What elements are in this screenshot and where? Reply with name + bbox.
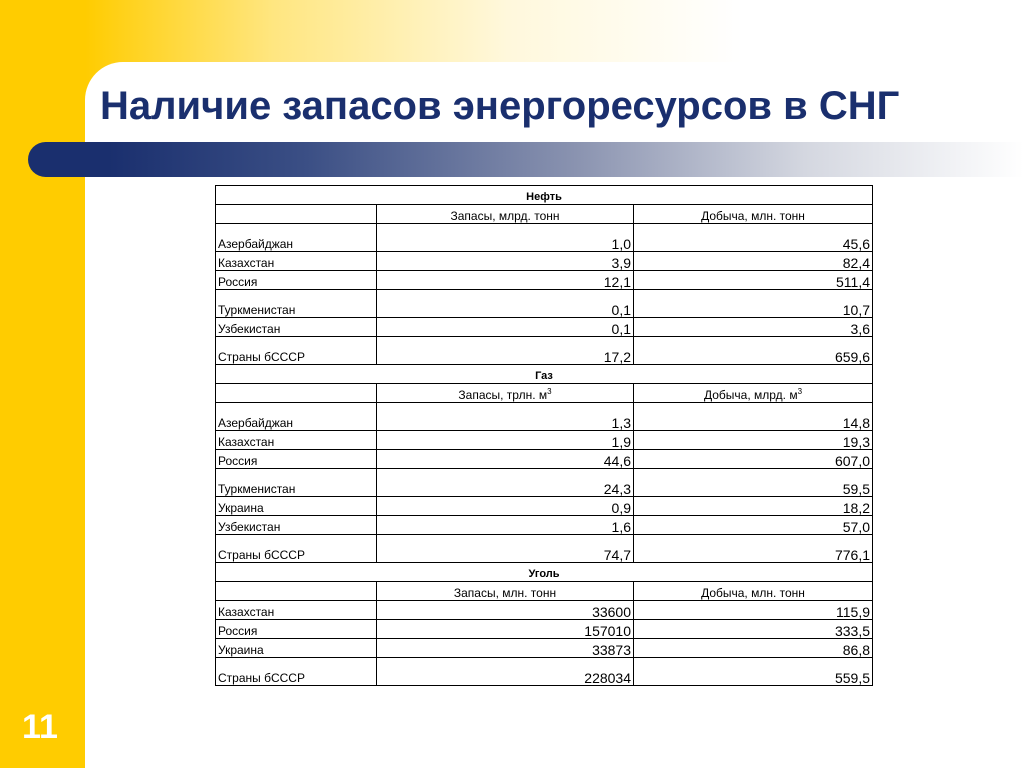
reserves-cell: 1,9 [377,431,634,450]
production-cell: 776,1 [634,535,873,563]
reserves-cell: 1,3 [377,403,634,431]
table-row [216,431,873,450]
production-cell: 607,0 [634,450,873,469]
reserves-cell: 17,2 [377,337,634,365]
production-cell: 86,8 [634,639,873,658]
section-title: Газ [216,365,873,384]
country-cell: Азербайджан [216,403,377,431]
country-cell: Казахстан [216,431,377,450]
table-row [216,620,873,639]
section-title: Уголь [216,563,873,582]
header-reserves [377,384,634,403]
page-number: 11 [22,708,58,746]
table-row [216,497,873,516]
country-cell: Украина [216,639,377,658]
production-cell: 19,3 [634,431,873,450]
reserves-cell: 33873 [377,639,634,658]
production-cell: 82,4 [634,252,873,271]
section-title: Нефть [216,186,873,205]
table-row [216,639,873,658]
table-row [216,403,873,431]
production-cell: 14,8 [634,403,873,431]
header-reserves-text: Запасы, трлн. м [458,388,548,402]
column-header-row [216,582,873,601]
production-cell: 57,0 [634,516,873,535]
country-cell: Страны бСССР [216,658,377,686]
header-production: Добыча, млн. тонн [634,582,873,601]
production-cell: 115,9 [634,601,873,620]
table-row [216,337,873,365]
reserves-cell: 1,6 [377,516,634,535]
reserves-cell: 1,0 [377,224,634,252]
production-cell: 59,5 [634,469,873,497]
country-cell: Туркменистан [216,290,377,318]
table-row [216,601,873,620]
table-row [216,252,873,271]
section-header-oil [216,186,873,205]
reserves-cell: 0,1 [377,318,634,337]
column-header-row [216,205,873,224]
table-row [216,290,873,318]
header-production: Добыча, млн. тонн [634,205,873,224]
reserves-cell: 3,9 [377,252,634,271]
country-cell: Казахстан [216,252,377,271]
title-underline-bar [28,142,1024,177]
production-cell: 10,7 [634,290,873,318]
header-blank [216,384,377,403]
country-cell: Страны бСССР [216,337,377,365]
header-reserves: Запасы, млрд. тонн [377,205,634,224]
country-cell: Азербайджан [216,224,377,252]
country-cell: Украина [216,497,377,516]
reserves-cell: 33600 [377,601,634,620]
reserves-cell: 12,1 [377,271,634,290]
unit-exponent: 3 [547,387,552,396]
left-accent-bar [0,0,85,768]
production-cell: 333,5 [634,620,873,639]
reserves-cell: 0,1 [377,290,634,318]
reserves-cell: 228034 [377,658,634,686]
reserves-cell: 44,6 [377,450,634,469]
production-cell: 45,6 [634,224,873,252]
header-blank [216,582,377,601]
section-header-coal [216,563,873,582]
header-blank [216,205,377,224]
reserves-cell: 157010 [377,620,634,639]
reserves-cell: 0,9 [377,497,634,516]
table-row [216,535,873,563]
country-cell: Туркменистан [216,469,377,497]
country-cell: Россия [216,450,377,469]
header-production [634,384,873,403]
header-production-text: Добыча, млрд. м [703,388,798,402]
table-row [216,516,873,535]
production-cell: 559,5 [634,658,873,686]
country-cell: Казахстан [216,601,377,620]
table-row [216,318,873,337]
table-row [216,224,873,252]
table-row [216,469,873,497]
country-cell: Страны бСССР [216,535,377,563]
table-row [216,271,873,290]
reserves-cell: 74,7 [377,535,634,563]
header-reserves: Запасы, млн. тонн [377,582,634,601]
reserves-cell: 24,3 [377,469,634,497]
production-cell: 3,6 [634,318,873,337]
unit-exponent: 3 [797,387,803,396]
country-cell: Россия [216,271,377,290]
country-cell: Узбекистан [216,318,377,337]
production-cell: 511,4 [634,271,873,290]
slide-title: Наличие запасов энергоресурсов в СНГ [100,84,900,128]
column-header-row [216,384,873,403]
production-cell: 18,2 [634,497,873,516]
country-cell: Узбекистан [216,516,377,535]
section-header-gas [216,365,873,384]
energy-reserves-table [215,185,873,686]
table-row [216,658,873,686]
country-cell: Россия [216,620,377,639]
production-cell: 659,6 [634,337,873,365]
table-row [216,450,873,469]
